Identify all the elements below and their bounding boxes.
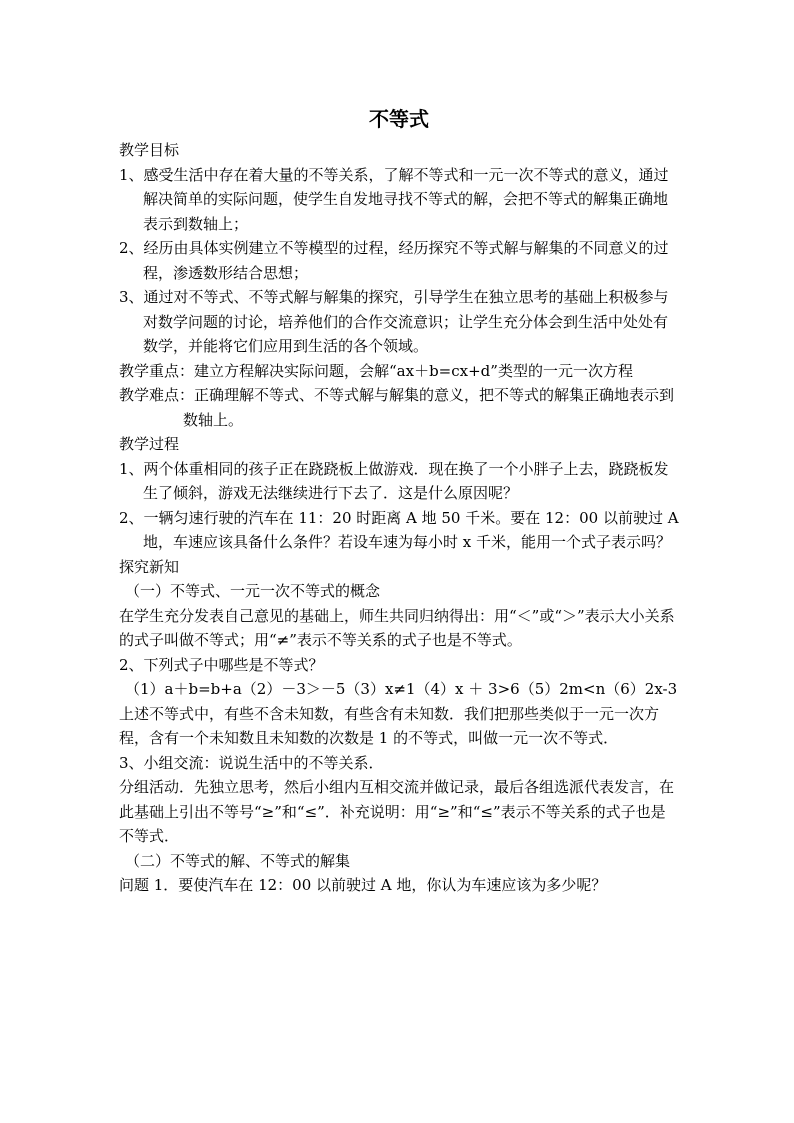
objective-item-3: 3、通过对不等式、不等式解与解集的探究，引导学生在独立思考的基础上积极参与对数学问题的讨论，培养他们的合作交流意识；让学生充分体会到生活中处处有数学，并能将它们应用到生活的各个领域。: [119, 288, 669, 355]
document-body: [119, 104, 679, 898]
objectives-heading: 教学目标: [119, 141, 180, 159]
explore-heading: 探究新知: [119, 557, 180, 576]
explore-part2-heading: （二）不等式的解、不等式的解集: [125, 851, 351, 870]
process-item-1: 1、两个体重相同的孩子正在跷跷板上做游戏．现在换了一个小胖子上去，跷跷板发生了倾斜，游戏无法继续进行下去了．这是什么原因呢？: [119, 459, 669, 502]
group-activity: 分组活动．先独立思考，然后小组内互相交流并做记录，最后各组选派代表发言，在此基础上引出不等号“≥”和“≤”．补充说明：用“≥”和“≤”表示不等关系的式子也是不等式．: [119, 778, 675, 845]
explore-part1-text: 在学生充分发表自己意见的基础上，师生共同归纳得出：用“＜”或“＞”表示大小关系的式子叫做不等式；用“≠”表示不等关系的式子也是不等式。: [119, 606, 675, 649]
difficulty: 教学难点：正确理解不等式、不等式解与解集的意义，把不等式的解集正确地表示到数轴上。: [119, 386, 675, 429]
explore-question-2: 2、下列式子中哪些是不等式？: [119, 655, 324, 674]
process-item-2: 2、一辆匀速行驶的汽车在 11：20 时距离 A 地 50 千米。要在 12：00 以前驶过 A 地，车速应该具备什么条件？若设车速为每小时 x 千米，能用一个式子表示吗？: [119, 508, 679, 551]
objective-item-2: 2、经历由具体实例建立不等模型的过程，经历探究不等式解与解集的不同意义的过程，渗透数形结合思想；: [119, 239, 669, 282]
objective-item-1: 1、感受生活中存在着大量的不等关系，了解不等式和一元一次不等式的意义，通过解决简单的实际问题，使学生自发地寻找不等式的解，会把不等式的解集正确地表示到数轴上；: [119, 165, 669, 233]
document-title: 不等式: [369, 107, 429, 131]
explore-question-3: 3、小组交流：说说生活中的不等关系．: [119, 753, 384, 772]
problem-1: 问题 1．要使汽车在 12：00 以前驶过 A 地，你认为车速应该为多少呢？: [119, 876, 607, 894]
explore-part1-heading: （一）不等式、一元一次不等式的概念: [125, 582, 381, 600]
expression-list: （1）a＋b=b+a（2）－3＞－5（3）x≠1（4）x ＋ 3>6（5）2m<n（6）2x-3: [125, 680, 678, 698]
key-point: 教学重点：建立方程解决实际问题，会解“ax＋b=cx+d”类型的一元一次方程: [119, 361, 633, 380]
process-heading: 教学过程: [119, 435, 180, 453]
expression-note: 上述不等式中，有些不含未知数，有些含有未知数．我们把那些类似于一元一次方程，含有一个未知数且未知数的次数是 1 的不等式，叫做一元一次不等式．: [119, 704, 660, 747]
